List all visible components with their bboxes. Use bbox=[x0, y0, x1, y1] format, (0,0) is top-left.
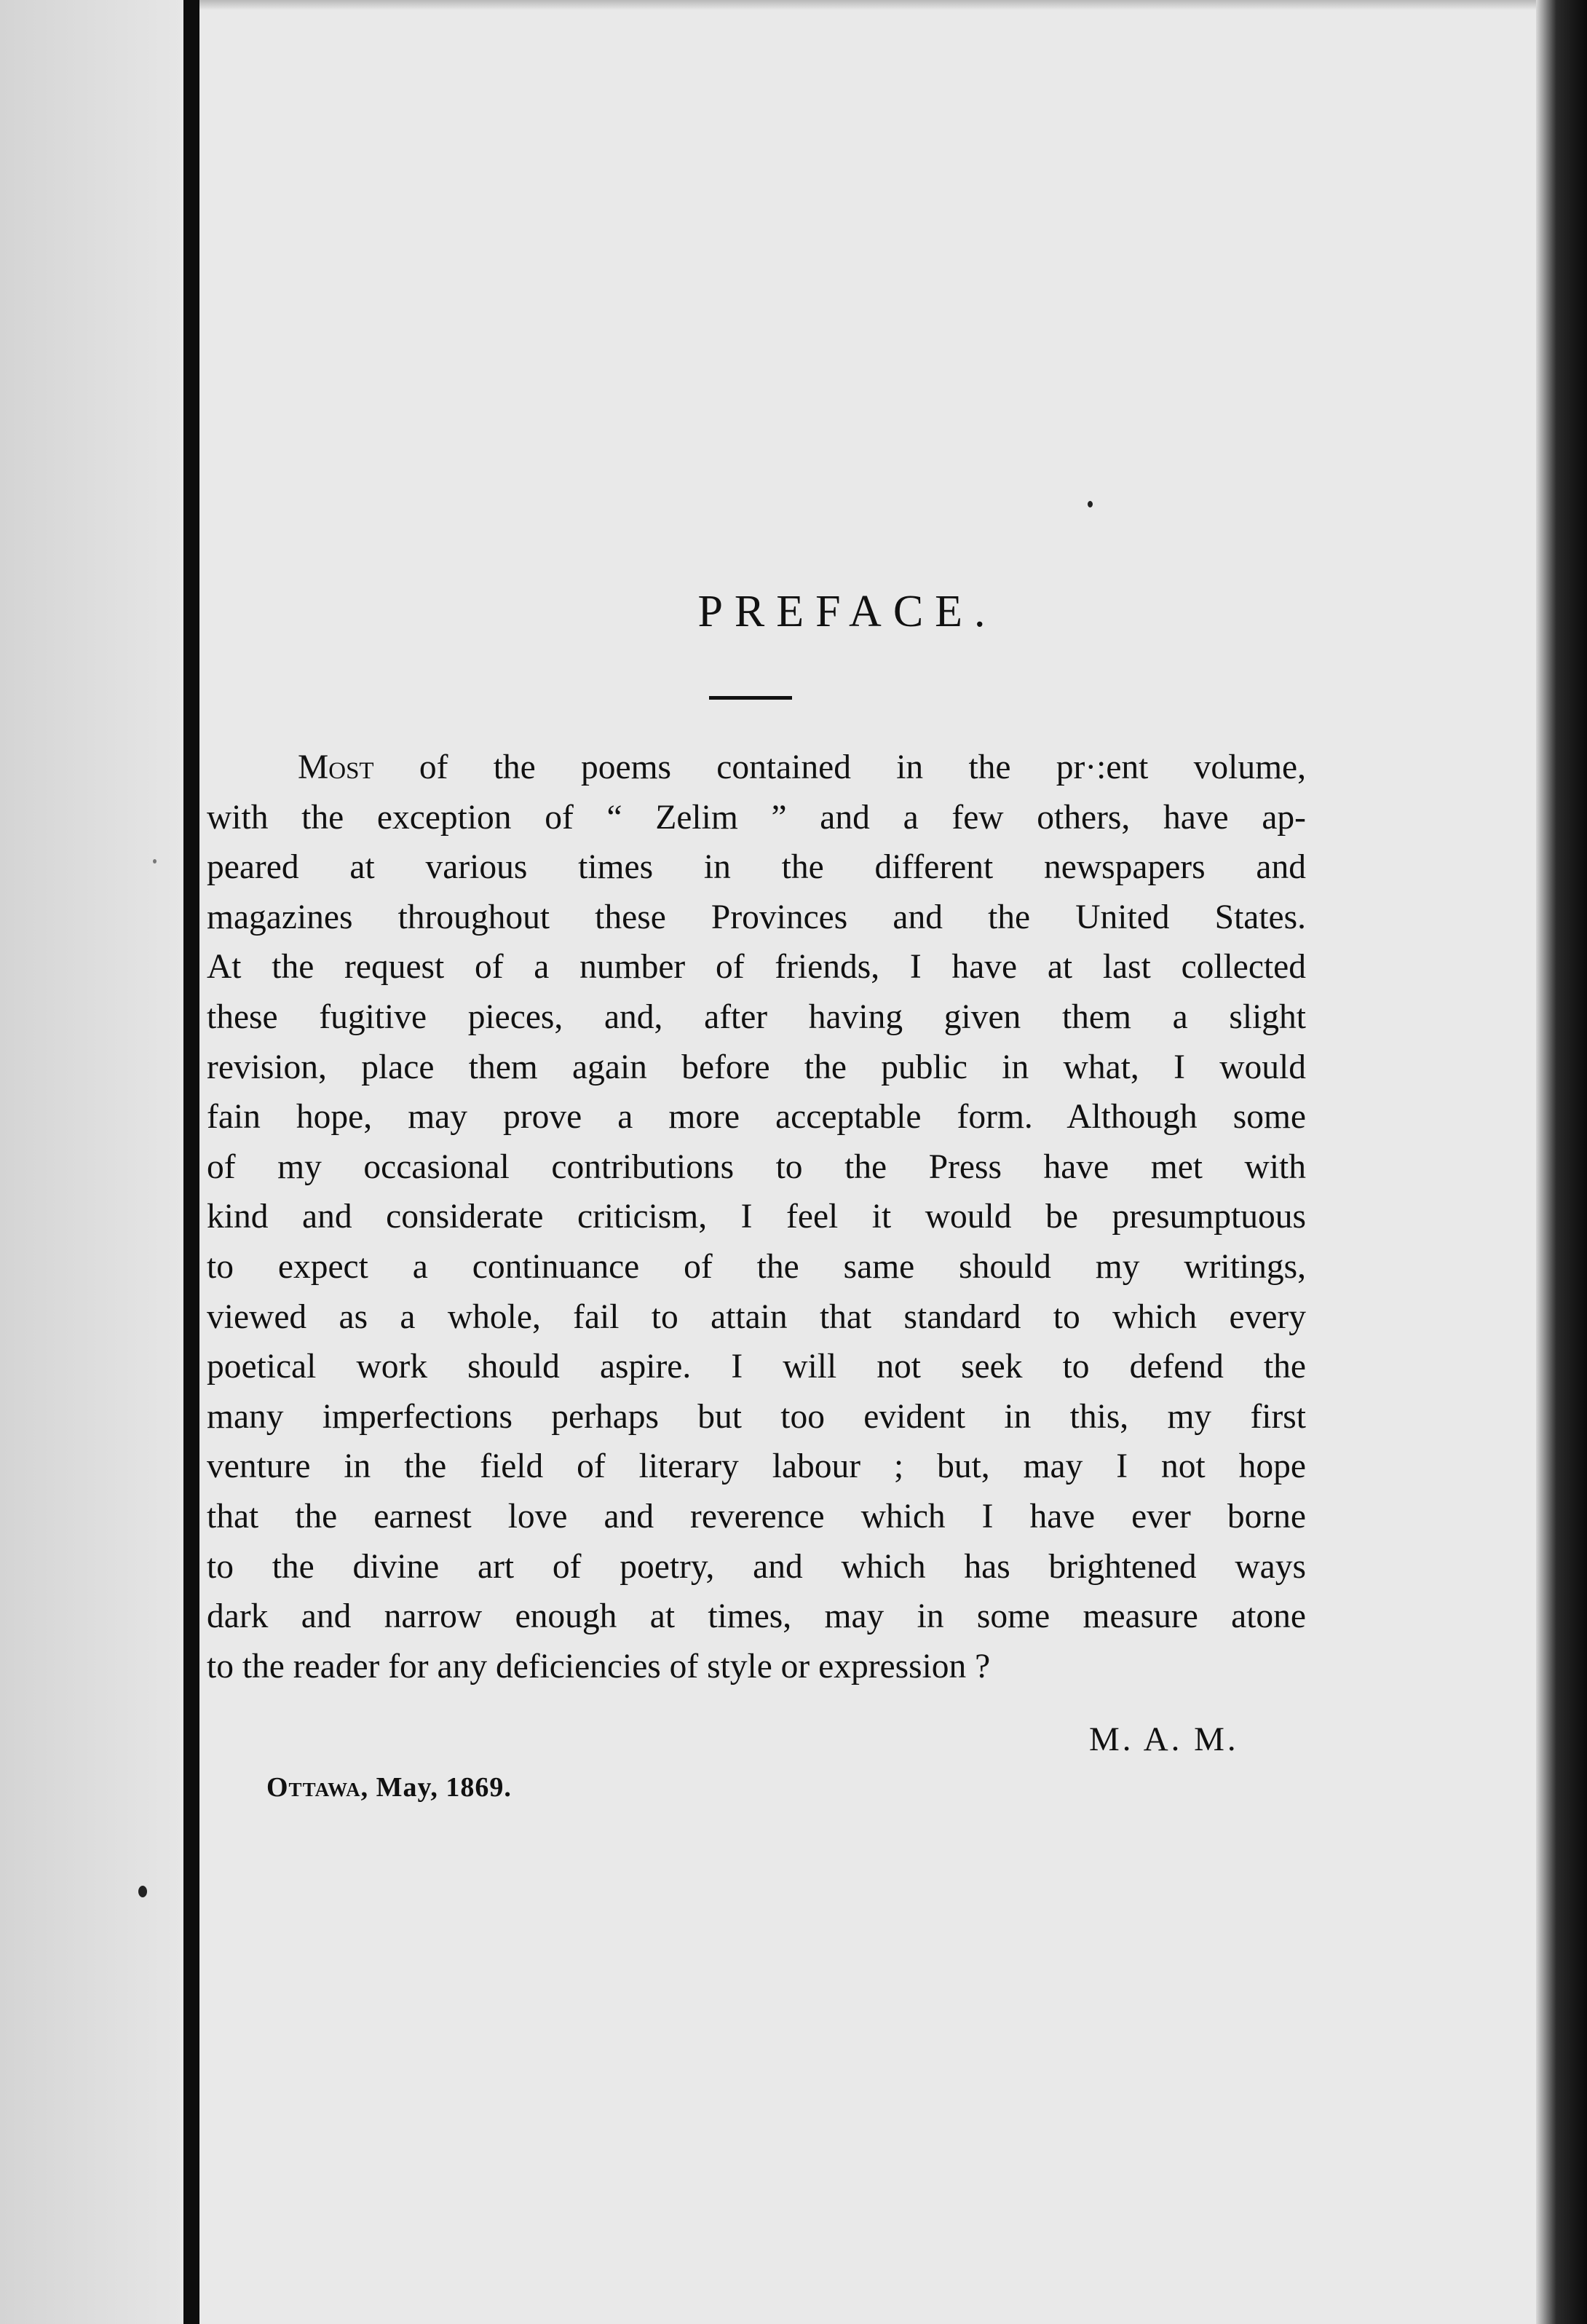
text-line: kind and considerate criticism, I feel it would be presumptuous bbox=[207, 1198, 1306, 1236]
preface-paragraph bbox=[207, 743, 1306, 1691]
text-line: magazines throughout these Provinces and the United States. bbox=[207, 898, 1306, 936]
text-line: viewed as a whole, fail to attain that standard to which every bbox=[207, 1297, 1306, 1336]
scan-speck bbox=[153, 859, 157, 863]
text-line: venture in the field of literary labour ; but, may I not hope bbox=[207, 1447, 1306, 1486]
opening-word: Most bbox=[298, 748, 374, 786]
text-line: of my occasional contributions to the Press have met with bbox=[207, 1147, 1306, 1186]
dateline-place: Ottawa, bbox=[266, 1772, 369, 1803]
text-line: to the divine art of poetry, and which has brightened ways bbox=[207, 1547, 1306, 1586]
text-line: that the earnest love and reverence which I have ever borne bbox=[207, 1497, 1306, 1536]
text-line-content: of the poems contained in the pr·:ent volume, bbox=[373, 748, 1306, 786]
page-title: PREFACE. bbox=[697, 587, 997, 636]
dateline-date: May, 1869. bbox=[368, 1772, 512, 1803]
dateline bbox=[266, 1771, 512, 1803]
title-divider bbox=[709, 696, 792, 700]
text-line: many imperfections perhaps but too evident in this, my first bbox=[207, 1397, 1306, 1436]
text-line: with the exception of “ Zelim ” and a few others, have ap- bbox=[207, 798, 1306, 837]
text-line: poetical work should aspire. I will not seek to defend the bbox=[207, 1348, 1306, 1386]
adjoining-page-margin bbox=[0, 0, 183, 2324]
text-line: revision, place them again before the public in what, I would bbox=[207, 1048, 1306, 1086]
text-line: peared at various times in the different newspapers and bbox=[207, 848, 1306, 887]
text-line: At the request of a number of friends, I have at last collected bbox=[207, 948, 1306, 987]
text-line: dark and narrow enough at times, may in some measure atone bbox=[207, 1597, 1306, 1636]
binding-shadow bbox=[183, 0, 199, 2324]
text-line: to the reader for any deficiencies of style or expression ? bbox=[207, 1647, 991, 1685]
scan-speck bbox=[138, 1886, 147, 1897]
page-edge-shadow bbox=[1536, 0, 1587, 2324]
text-line: these fugitive pieces, and, after having given them a slight bbox=[207, 997, 1306, 1036]
text-line: fain hope, may prove a more acceptable form. Although some bbox=[207, 1098, 1306, 1137]
author-initials: M. A. M. bbox=[1089, 1720, 1239, 1758]
text-line: to expect a continuance of the same should my writings, bbox=[207, 1247, 1306, 1286]
text-line bbox=[207, 743, 1306, 793]
book-page bbox=[199, 0, 1536, 2324]
